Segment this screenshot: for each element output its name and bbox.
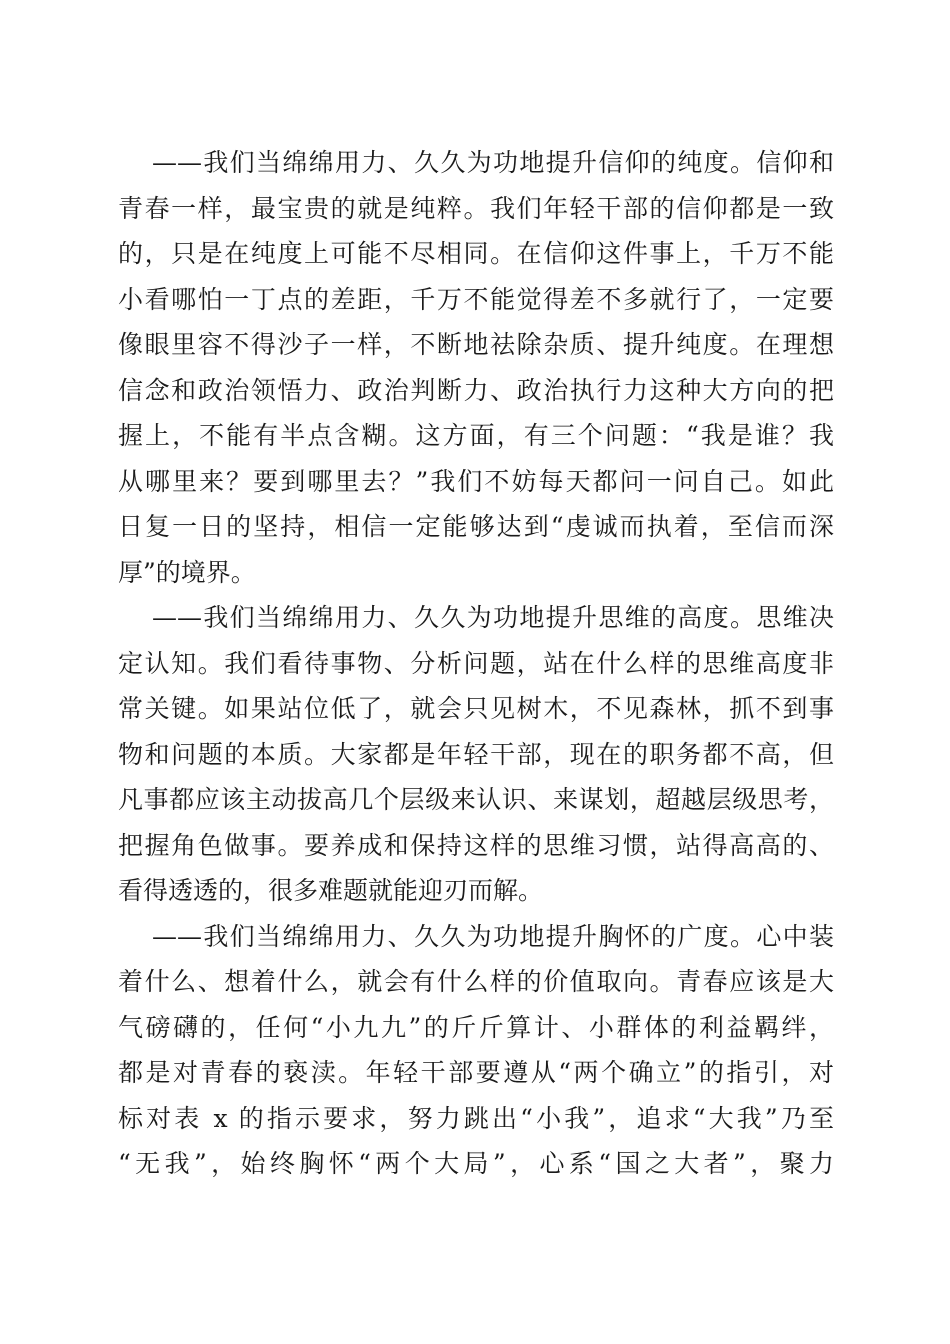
text-line: “无我”，始终胸怀“两个大局”，心系“国之大者”，聚力 [118, 1149, 834, 1178]
text-line: 青春一样，最宝贵的就是纯粹。我们年轻干部的信仰都是一致 [118, 193, 834, 223]
text-line: 把握角色做事。要养成和保持这样的思维习惯，站得高高的、 [118, 830, 834, 860]
document-body [118, 140, 834, 1187]
paragraph-mind-breadth [118, 914, 834, 1187]
text-line: ——我们当绵绵用力、久久为功地提升胸怀的广度。心中装 [152, 921, 834, 951]
text-line: ——我们当绵绵用力、久久为功地提升思维的高度。思维决 [152, 603, 834, 632]
text-line: 小看哪怕一丁点的差距，千万不能觉得差不多就行了，一定要 [118, 284, 834, 314]
text-line: 的，只是在纯度上可能不尽相同。在信仰这件事上，千万不能 [118, 239, 834, 268]
text-line: 标对表 x 的指示要求，努力跳出“小我”，追求“大我”乃至 [118, 1103, 834, 1133]
text-line: 气磅礴的，任何“小九九”的斤斤算计、小群体的利益羁绊， [118, 1012, 834, 1042]
text-line: 定认知。我们看待事物、分析问题，站在什么样的思维高度非 [118, 648, 834, 678]
text-line: 看得透透的，很多难题就能迎刃而解。 [118, 876, 544, 905]
text-line: 像眼里容不得沙子一样，不断地祛除杂质、提升纯度。在理想 [118, 330, 834, 359]
text-line: 常关键。如果站位低了，就会只见树木，不见森林，抓不到事 [118, 694, 834, 723]
text-line: 物和问题的本质。大家都是年轻干部，现在的职务都不高，但 [118, 739, 834, 769]
text-line: 信念和政治领悟力、政治判断力、政治执行力这种大方向的把 [118, 375, 834, 405]
text-line: 握上，不能有半点含糊。这方面，有三个问题：“我是谁？我 [118, 421, 834, 450]
text-line: ——我们当绵绵用力、久久为功地提升信仰的纯度。信仰和 [152, 148, 834, 177]
paragraph-faith-purity [118, 140, 834, 595]
text-line: 从哪里来？要到哪里去？”我们不妨每天都问一问自己。如此 [118, 466, 834, 496]
text-line: 凡事都应该主动拔高几个层级来认识、来谋划，超越层级思考， [118, 785, 834, 814]
paragraph-thinking-height [118, 595, 834, 914]
text-line: 日复一日的坚持，相信一定能够达到“虔诚而执着，至信而深 [118, 512, 834, 541]
text-line: 着什么、想着什么，就会有什么样的价值取向。青春应该是大 [118, 967, 834, 996]
text-line: 都是对青春的亵渎。年轻干部要遵从“两个确立”的指引，对 [118, 1058, 834, 1087]
text-line: 厚”的境界。 [118, 557, 256, 587]
